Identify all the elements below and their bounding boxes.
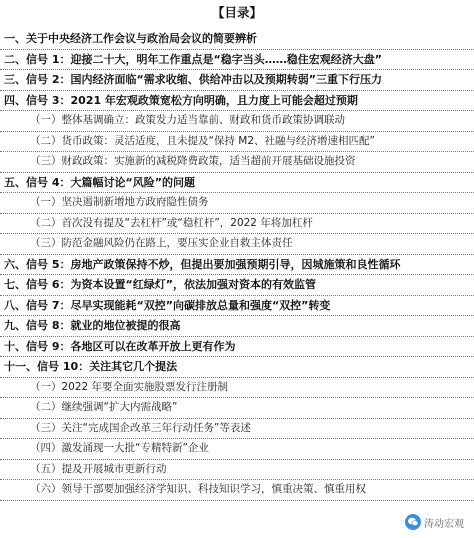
- toc-item-label: （三）财政政策：实施新的减税降费政策，适当超前开展基础设施投资: [30, 155, 356, 167]
- toc-item-label: （二）继续强调“扩大内需战略”: [30, 401, 178, 413]
- toc-item-label: 一、关于中央经济工作会议与政治局会议的简要辨析: [4, 32, 257, 45]
- toc-item-label: （一）整体基调确立：政策发力适当靠前、财政和货币政策协调联动: [30, 114, 345, 126]
- toc-item-label: （三）关注“完成国企改革三年行动任务”等表述: [30, 421, 251, 434]
- toc-section-link[interactable]: [0, 29, 474, 50]
- toc-section-link[interactable]: [0, 50, 474, 71]
- toc-section-link[interactable]: [0, 337, 474, 358]
- toc-item-label: 十一、信号 10：关注其它几个提法: [4, 360, 178, 373]
- toc-item-label: （二）首次没有提及“去杠杆”或“稳杠杆”，2022 年将加杠杆: [30, 216, 313, 229]
- toc-title: 【目录】: [211, 5, 262, 20]
- toc-subsection-link[interactable]: [0, 111, 474, 132]
- toc-subsection-link[interactable]: [0, 378, 474, 399]
- toc-item-label: （一）坚决遏制新增地方政府隐性债务: [30, 196, 209, 208]
- toc-item-label: 七、信号 6：为资本设置“红绿灯”，依法加强对资本的有效监管: [4, 278, 316, 291]
- toc-item-label: 八、信号 7：尽早实现能耗“双控”向碳排放总量和强度“双控”转变: [4, 298, 331, 312]
- toc-item-label: （六）领导干部要加强经济学知识、科技知识学习，慎重决策、慎重用权: [30, 483, 366, 495]
- toc-item-label: （一）2022 年要全面实施股票发行注册制: [30, 380, 229, 393]
- toc-item-label: （四）激发涌现一大批“专精特新”企业: [30, 442, 209, 454]
- toc-item-label: 十、信号 9：各地区可以在改革开放上更有作为: [4, 339, 236, 353]
- toc-section-link[interactable]: [0, 173, 474, 194]
- toc-subsection-link[interactable]: [0, 214, 474, 235]
- toc-subsection-link[interactable]: [0, 132, 474, 153]
- toc-section-link[interactable]: [0, 255, 474, 276]
- toc-section-link[interactable]: [0, 91, 474, 112]
- toc-subsection-link[interactable]: [0, 460, 474, 481]
- toc-section-link[interactable]: [0, 275, 474, 296]
- toc-section-link[interactable]: [0, 70, 474, 91]
- toc-item-label: （二）货币政策：灵活适度，且未提及“保持 M2、社融与经济增速相匹配”: [30, 134, 375, 147]
- toc-section-link[interactable]: [0, 357, 474, 378]
- toc-subsection-link[interactable]: [0, 152, 474, 173]
- watermark: [401, 512, 468, 532]
- toc-item-label: 二、信号 1：迎接二十大，明年工作重点是“稳字当头……稳住宏观经济大盘”: [4, 52, 382, 66]
- toc-section-link[interactable]: [0, 296, 474, 317]
- toc-item-label: 九、信号 8：就业的地位被提的很高: [4, 319, 181, 332]
- toc-item-label: （五）提及开展城市更新行动: [30, 462, 167, 475]
- toc-item-label: 六、信号 5：房地产政策保持不炒，但提出要加强预期引导，因城施策和良性循环: [4, 257, 401, 271]
- toc-item-label: （三）防范金融风险仍在路上，要压实企业自救主体责任: [30, 237, 293, 249]
- toc-subsection-link[interactable]: [0, 439, 474, 460]
- wechat-icon: [405, 514, 421, 530]
- table-of-contents: [0, 29, 474, 501]
- toc-subsection-link[interactable]: [0, 398, 474, 419]
- toc-item-label: 四、信号 3：2021 年宏观政策宽松方向明确，且力度上可能会超过预期: [4, 93, 358, 107]
- toc-item-label: 五、信号 4：大篇幅讨论“风险”的问题: [4, 175, 195, 189]
- watermark-text: 涛动宏观: [424, 518, 464, 530]
- toc-item-label: 三、信号 2：国内经济面临“需求收缩、供给冲击以及预期转弱”三重下行压力: [4, 73, 382, 86]
- toc-subsection-link[interactable]: [0, 419, 474, 440]
- toc-subsection-link[interactable]: [0, 480, 474, 501]
- toc-subsection-link[interactable]: [0, 193, 474, 214]
- toc-subsection-link[interactable]: [0, 234, 474, 255]
- toc-section-link[interactable]: [0, 316, 474, 337]
